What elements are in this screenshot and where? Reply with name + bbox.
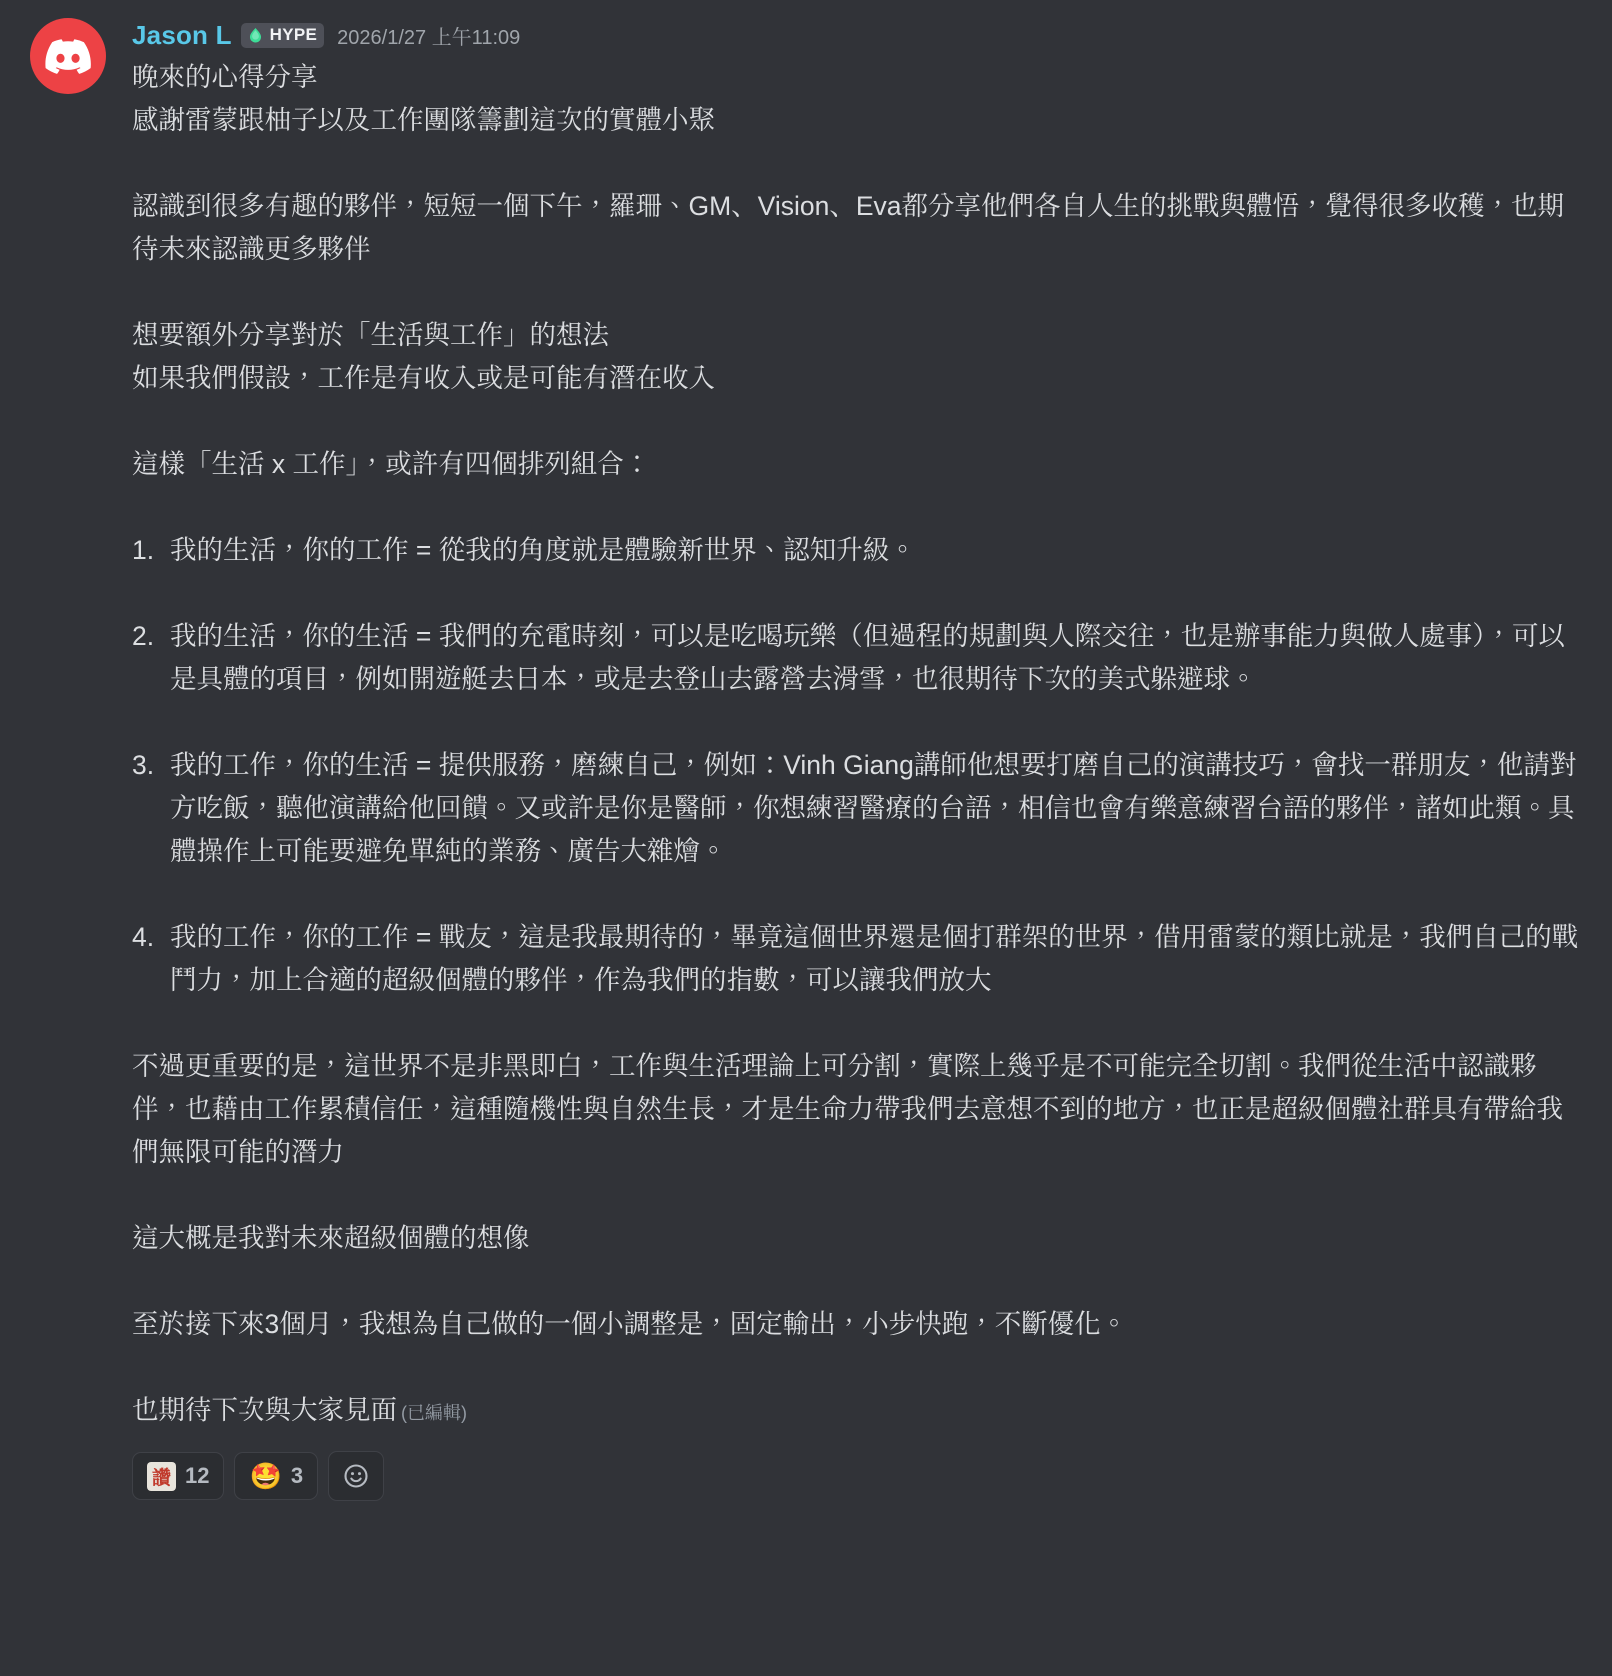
spacer bbox=[132, 400, 1588, 443]
list-item-text: 我的生活，你的工作 = 從我的角度就是體驗新世界、認知升級。 bbox=[170, 535, 916, 565]
message-line: 晚來的心得分享 bbox=[132, 62, 318, 92]
spacer bbox=[132, 1174, 1588, 1217]
message-line-text: 也期待下次與大家見面 bbox=[132, 1395, 397, 1425]
list-item-text: 我的工作，你的工作 = 戰友，這是我最期待的，畢竟這個世界還是個打群架的世界，借用雷蒙的類比就是，我們自己的戰鬥力，加上合適的超級個體的夥伴，作為我們的指數，可以讓我們放大 bbox=[170, 922, 1579, 995]
spacer bbox=[132, 572, 1588, 615]
message-line: 這樣「生活 x 工作」，或許有四個排列組合： bbox=[132, 449, 651, 479]
edited-marker: (已編輯) bbox=[401, 1403, 467, 1423]
message-line: 想要額外分享對於「生活與工作」的想法 bbox=[132, 320, 609, 350]
discord-logo-icon bbox=[45, 39, 91, 74]
add-reaction-icon bbox=[342, 1462, 370, 1490]
list-item-text: 我的生活，你的生活 = 我們的充電時刻，可以是吃喝玩樂（但過程的規劃與人際交往，也是辦事能力與做人處事），可以是具體的項目，例如開遊艇去日本，或是去登山去露營去滑雪，也很期待下次的美式躲避球。 bbox=[170, 621, 1565, 694]
message-line: 感謝雷蒙跟柚子以及工作團隊籌劃這次的實體小聚 bbox=[132, 105, 715, 135]
spacer bbox=[132, 873, 1588, 916]
reaction-thumbsup[interactable] bbox=[132, 1452, 224, 1500]
spacer bbox=[132, 701, 1588, 744]
list-item bbox=[132, 529, 1588, 572]
hype-badge-label: HYPE bbox=[269, 25, 318, 44]
message-line: 認識到很多有趣的夥伴，短短一個下午，羅珊、GM、Vision、Eva都分享他們各自人生的挑戰與體悟，覺得很多收穫，也期待未來認識更多夥伴 bbox=[132, 191, 1565, 264]
star-struck-emoji-icon: 🤩 bbox=[249, 1461, 282, 1491]
message-header bbox=[132, 18, 1588, 52]
message-line-last bbox=[132, 1389, 1588, 1435]
spacer bbox=[132, 1002, 1588, 1045]
list-item-number: 1. bbox=[132, 535, 155, 565]
list-item bbox=[132, 615, 1588, 701]
reaction-star-struck[interactable] bbox=[234, 1452, 318, 1500]
avatar[interactable] bbox=[30, 18, 106, 94]
reaction-bar bbox=[132, 1451, 1588, 1501]
message-line: 這大概是我對未來超級個體的想像 bbox=[132, 1223, 530, 1253]
list-item-number: 2. bbox=[132, 621, 155, 651]
reaction-count: 3 bbox=[290, 1463, 304, 1488]
spacer bbox=[132, 142, 1588, 185]
spacer bbox=[132, 486, 1588, 529]
list-item-number: 4. bbox=[132, 922, 155, 952]
message-body bbox=[132, 56, 1588, 1435]
message-author[interactable]: Jason L bbox=[132, 19, 232, 50]
spacer bbox=[132, 1260, 1588, 1303]
message-line: 如果我們假設，工作是有收入或是可能有潛在收入 bbox=[132, 363, 715, 393]
list-item bbox=[132, 916, 1588, 1002]
list-item-text: 我的工作，你的生活 = 提供服務，磨練自己，例如：Vinh Giang講師他想要打磨自己的演講技巧，會找一群朋友，他請對方吃飯，聽他演講給他回饋。又或許是你是醫師，你想練習醫療的台語，相信也會有樂意練習台語的夥伴，諸如此類。具體操作上可能要避免單純的業務、廣告大雜燴。 bbox=[170, 750, 1577, 866]
list-item bbox=[132, 744, 1588, 873]
message-line: 至於接下來3個月，我想為自己做的一個小調整是，固定輸出，小步快跑，不斷優化。 bbox=[132, 1309, 1128, 1339]
reaction-count: 12 bbox=[185, 1463, 210, 1488]
spacer bbox=[132, 271, 1588, 314]
hype-badge[interactable] bbox=[241, 23, 325, 48]
spacer bbox=[132, 1346, 1588, 1389]
add-reaction-button[interactable] bbox=[328, 1451, 384, 1501]
custom-emoji-zan-icon: 讚 bbox=[147, 1462, 176, 1491]
message-line: 不過更重要的是，這世界不是非黑即白，工作與生活理論上可分割，實際上幾乎是不可能完全切割。我們從生活中認識夥伴，也藉由工作累積信任，這種隨機性與自然生長，才是生命力帶我們去意想不到的地方，也正是超級個體社群具有帶給我們無限可能的潛力 bbox=[132, 1051, 1563, 1167]
message-timestamp: 2026/1/27 上午11:09 bbox=[337, 26, 521, 49]
hype-drop-icon bbox=[246, 26, 265, 45]
list-item-number: 3. bbox=[132, 750, 155, 780]
